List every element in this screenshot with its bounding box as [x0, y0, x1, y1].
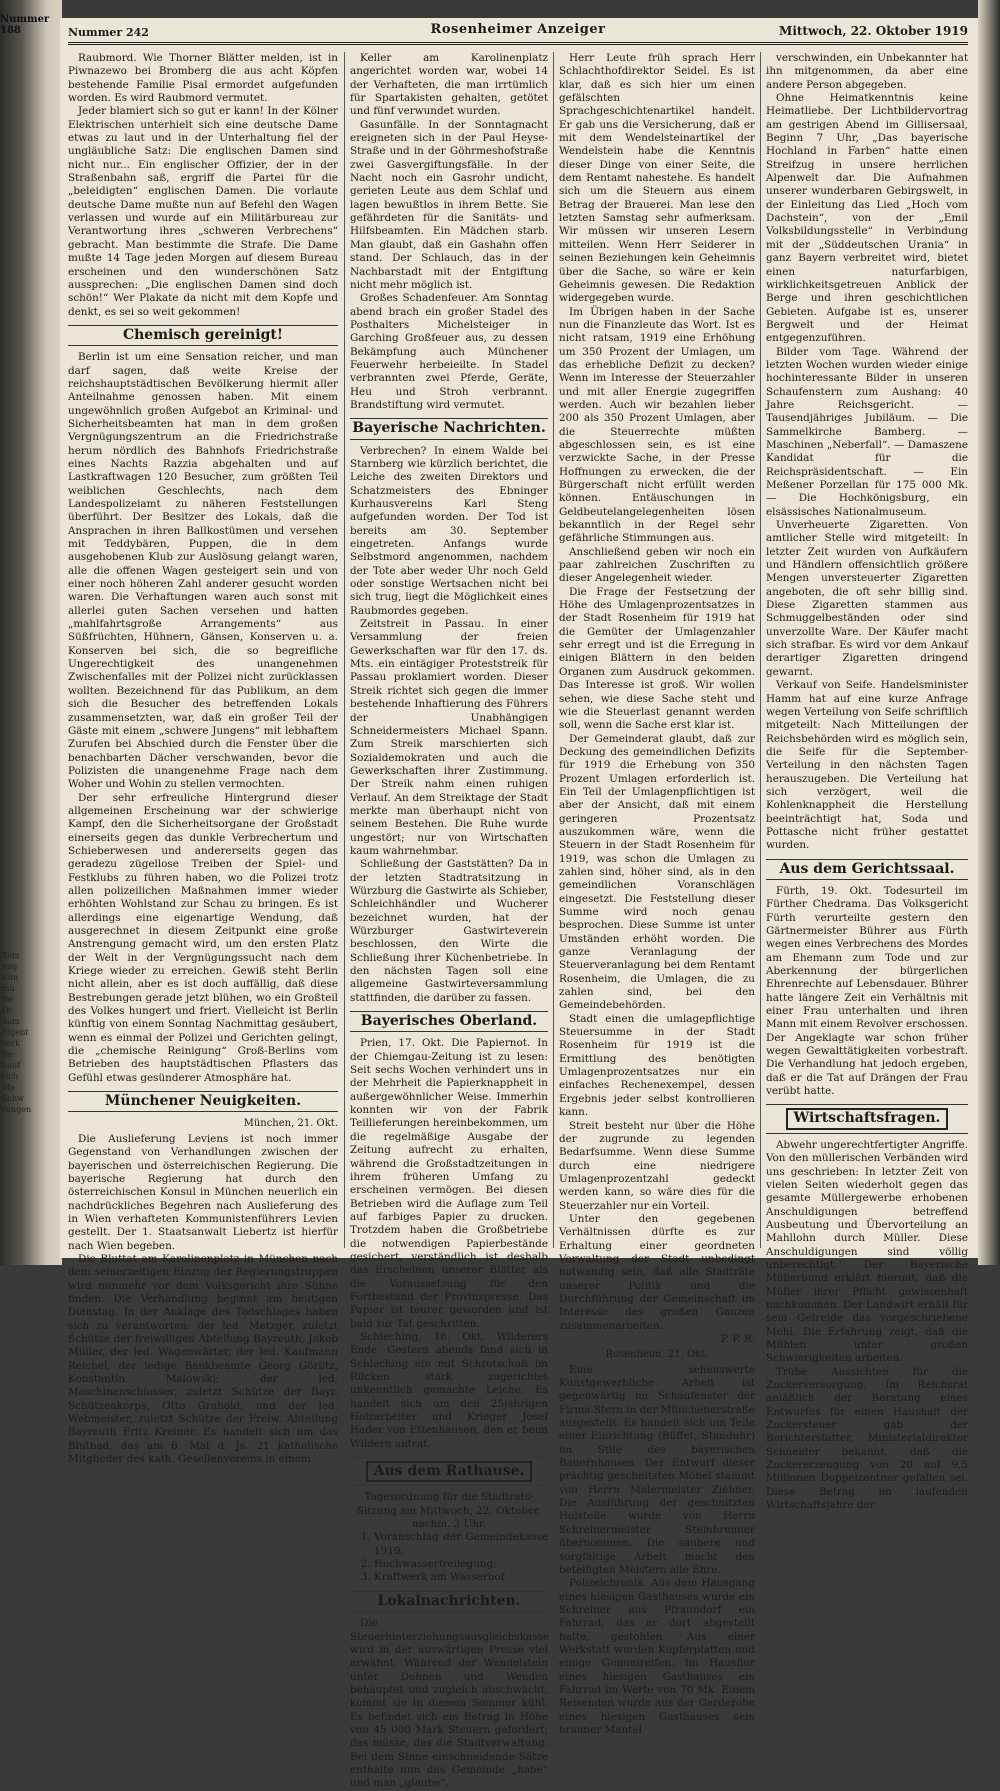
article-chemisch-2: Der sehr erfreuliche Hintergrund dieser allgemeinen Erscheinung war der schwierige Kampf, den die Sicherheitsorgane der Großstadt einerseits gegen das dunkle Verbrechertum und Schieberwesen und andererseits gegen das geradezu zügellose Treiben der Spiel- und Festklubs zu führen haben, wo die Polizei trotz allen polizeilichen Maßnahmen immer wieder erhöhten Wohlstand zur Schau zu bringen. Es ist allerdings eine eigenartige Wendung, daß ausgerechnet in diesem Zeitpunkt eine große Anstrengung gemacht wird, um den ersten Platz der Welt in der Vergnügungssucht nach dem Kriege wieder zu erreichen. Gewiß steht Berlin nicht allein, aber es ist doch auffällig, daß diese Bestrebungen gerade jetzt blühen, wo ein Großteil des Volkes hungert und friert. Vielleicht ist Berlin künftig von einem Sonntag Nachmittag gesäubert, wenn es einmal der Polizei und Gerichten gelingt, die „chemische Reinigung“ Groß-Berlins vom Betrieben des hauptstädtischen Pflasters das Gefühl etwas gesünderer Atmosphäre hat.	[68, 791, 338, 1084]
issue-date: Mittwoch, 22. Oktober 1919	[779, 24, 968, 38]
article-steuer: Die Steuerhinterziehungsausgleichskasse wird in der auswärtigen Presse viel erwähnt. Während der Wendelstein unter Dehnen und Wenden behauptet und zugleich abschwächt, kommt sie in diesem Sommer kühl. Es befindet sich ein Betrag in Höhe von 45 000 Mark Steuern gefordert; das müsse, das die Stadtverwaltung. Bei dem Sinne einschneidende Sätze enthalte nun das Gemeinde „habe“ und man „glaube“.	[350, 1617, 550, 1790]
section-heading-muenchener: Münchener Neuigkeiten.	[68, 1091, 338, 1112]
article-schleching: Schleching, 18. Okt. Wilderers Ende. Gestern abends fand sich in Schleching ein mit Schrotschuß im Rücken stark zugerichtet unkenntlich gemachte Leiche. Es handelt sich um den 25jährigen Holzarbeiter und Krieger Josef Hader von Ettenhausen, den er beim Wildern antraf.	[350, 1330, 548, 1450]
agenda-item: 2. Hochwasserfreilegung;	[374, 1558, 548, 1571]
article-kunstgewerbe: Eine sehenswerte Kunstgewerbliche Arbeit ist gegenwärtig im Schaufenster der Firma Stern in der Münchenerstraße ausgestellt. Es handelt sich um Teile einer Einrichtung (Büffet, Standuhr) im Stile des bayerischen Bauernhauses. Der Entwurf dieser prächtig geschnitzten Möbel stammt von Herrn Malermeister Ziehner. Die Ausführung der geschnitzten Holzteile wurde von Herrn Schreinermeister Steinbrenner übernommen. Die saubere und sorgfältige Arbeit macht den beteiligten Meistern alle Ehre.	[559, 1363, 755, 1576]
previous-page-margin-text: Sam mig Kün mü Be Dr Sam Eigent verk Re Lauf rich Ma Schw rungen	[2, 951, 32, 1114]
article-keller: Keller am Karolinenplatz angerichtet worden war, wobei 14 der Verhafteten, die man irrtümlich für Spartakisten gehalten, getötet und fünf verwundet wurden.	[350, 52, 548, 118]
article-muehlen: Abwehr ungerechtfertigter Angriffe. Von den müllerischen Verbänden wird uns geschrieben: In letzter Zeit von vielen Seiten wiederholt gegen das gesamte Müllergewerbe erhobenen Anschuldigungen betreffend Ausbeutung und Übervorteilung an Mahllohn durch Müller. Diese Anschuldigungen sind völlig unberechtigt. Der Bayerische Müllerbund erklärt hiermit, daß die Müller ihrer Pflicht gewissenhaft nachkommen. Der Landwirt erhält für sein Getreide das vorgeschriebene Mehl. Die Erfahrung zeigt, daß die Mühlen unter großen Schwierigkeiten arbeiten.	[766, 1138, 968, 1365]
column-rule	[760, 52, 761, 1248]
article-umlagen-5: Unter den gegebenen Verhältnissen dürfte es zur Erhaltung einer geordneten Verwaltung der Stadt unbedingt notwendig sein, daß alle Stadträte unserer Politik und die Durchführung der Gemeinschaft im Interesse des großen Ganzen zusammenarbeiten.	[559, 1212, 755, 1332]
article-mantel-cont: verschwinden, ein Unbekannter hat ihn mitgenommen, da aber eine andere Person abgegeben.	[766, 52, 968, 91]
article-umlagen-3: Stadt einen die umlagepflichtige Steuersumme in der Stadt Rosenheim für 1919 ist die Ermittlung des benötigten Umlagenprozentsatzes nur ein einfaches Rechenexempel, dessen Ergebnis jeder selbst kontrollieren kann.	[559, 1012, 755, 1119]
article-gaststaetten: Schließung der Gaststätten? Da in der letzten Stadtratsitzung in Würzburg die Gastwirte als Schieber, Schleichhändler und Wucherer bezeichnet wurden, hat der Würzburger Gastwirteverein beschlossen, den Wirte die Schließung ihrer Küchenbetriebe. In den nächsten Tagen soll eine allgemeine Gastwirteversammlung stattfinden, die darüber zu fassen.	[350, 858, 548, 1004]
section-heading-rathaus	[350, 1457, 548, 1486]
column-rule	[553, 52, 554, 1248]
article-umlagen-4: Streit besteht nur über die Höhe der zugrunde zu legenden Bedarfsumme. Wenn diese Summe durch eine niedrigere Umlagenprozentzahl gedeckt werden kann, so wäre dies für die Steuerzahler nur ein Vorteil.	[559, 1119, 755, 1212]
article-zucker: Trübe Aussichten für die Zuckerversorgung. Im Reichsrat anläßlich der Beratung eines Entwurfes für einen Haushalt der Zuckersteuer gab der Berichterstatter, Ministerialdirektor Schneider bekannt, daß die Zuckererzeugung von 20 auf 9,5 Millionen Doppelzentner gefallen sei. Diese Betrag im laufenden Wirtschaftsjahre der	[766, 1365, 968, 1512]
article-heimat: Ohne Heimatkenntnis keine Heimatliebe. Der Lichtbildervortrag am gestrigen Abend im Gillisersaal, Beginn 7 Uhr, „Das bayerische Hochland in Farben“ hatte einen Streifzug in unsere herrlichen Alpenwelt dar. Die Aufnahmen unserer wunderbaren Gebirgswelt, in der Einleitung das Lied „Hoch vom Dachstein“, von der „Emil Volksbildungsstelle“ in Verbindung mit der „Süddeutschen Urania“ in ganz Bayern verbreitet wird, bietet einen naturfarbigen, wirklichkeitsgetreuen Anblick der Berge und ihren geschichtlichen Gebieten. Aufgabe ist es, unserer Bergwelt und der Heimat entgegenzuführen.	[766, 92, 968, 345]
section-heading-chemisch: Chemisch gereinigt!	[68, 325, 338, 346]
stadtrat-agenda-list	[374, 1531, 548, 1584]
article-passau: Zeitstreit in Passau. In einer Versammlung der freien Gewerkschaften war für den 17. ds. Mts. ein eintägiger Proteststreik für Passau proklamiert worden. Dieser Streik richtet sich gegen die immer bestehende Inhaftierung des Führers der Unabhängigen Schneidermeisters Michael Spann. Zum Streik marschierten sich Sozialdemokraten und auch die Gewerkschaften ihrer Zustimmung. Der Streik nahm einen ruhigen Verlauf. An dem Streiktage der Stadt merkte man überhaupt nicht von seinem Bestehen. Die Ruhe wurde ungestört; nur von Wirtschaften kaum wahrnehmbar.	[350, 618, 548, 857]
column-1	[68, 52, 338, 1466]
article-levien: Die Auslieferung Leviens ist noch immer Gegenstand von Verhandlungen zwischen der bayerischen und österreichischen Regierung. Die bayerische Regierung hat durch den österreichischen Konsul in München neuerlich ein nachdrückliches Begehren nach Auslieferung des in Wien verhafteten Kommunistenführers Levien gestellt. Der 1. Staatsanwalt Liebertz ist hierfür nach Wien begeben.	[68, 1132, 338, 1252]
section-heading-lokal: Lokalnachrichten.	[350, 1591, 548, 1612]
article-raubmord: Raubmord. Wie Thorner Blätter melden, ist in Piwnazewo bei Bromberg die aus acht Köpfen bestehende Familie Pisal ermordet aufgefunden worden. Es wird Raubmord vermutet.	[68, 52, 338, 105]
dateline-muenchen: München, 21. Okt.	[243, 1118, 338, 1130]
section-heading-bayerische: Bayerische Nachrichten.	[350, 418, 548, 439]
article-gasunfaelle: Gasunfälle. In der Sonntagnacht ereigneten sich in der Paul Heyse-Straße und in der Göhrmeshofstraße zwei Gasvergiftungsfälle. In der Nacht noch ein Gasrohr undicht, gerieten Leute aus dem Schlaf und lagen bewußtlos in ihrem Bette. Sie gefährdeten für die Sanitäts- und Hilfsbeamten. Ein Mädchen starb. Man glaubt, daß ein Gashahn offen stand. Der Schlauch, das in der Nachbarstadt mit der Entgiftung nicht mehr möglich ist.	[350, 118, 548, 291]
page-header	[68, 22, 968, 45]
article-zigaretten: Unverheuerte Zigaretten. Von amtlicher Stelle wird mitgeteilt: In letzter Zeit wurden von Aufkäufern und Händlern offensichtlich größere Mengen unversteuerter Zigaretten angeboten, die oft sehr billig sind. Diese Zigaretten stammen aus Schmuggelbeständen oder sind unverzollte Ware. Der Käufer macht sich strafbar. Es wird vor dem Ankauf derartiger Zigaretten dringend gewarnt.	[766, 519, 968, 678]
article-bilder: Bilder vom Tage. Während der letzten Wochen wurden wieder einige hochinteressante Bilder in unseren Schaufenstern zum Aushang: 40 Jahre Reichsgericht. — Tausendjähriges Jubiläum. — Die Sammelkirche Bamberg. — Maschinen „Neberfall“. — Damaszene Kandidat für die Reichspräsidentschaft. — Ein Meßener Porzellan für 175 000 Mk. — Die Hochkönigsburg, ein elsässisches Nationalmuseum.	[766, 345, 968, 518]
article-seidel: Herr Leute früh sprach Herr Schlachthofdirektor Seidel. Es ist klar, daß es sich hier um einen gefälschten Sprachgeschichtenartikel handelt. Er gab uns die Versicherung, daß er mit dem Wendelsteinartikel der Wendelstein habe die Kenntnis dieser Dinge von einer Seite, die dem Rentamt nahestehe. Es handelt sich um die Steuern aus einem Betrag der Brauerei. Man lese den letzten Samstag sehr aufmerksam. Wir müssen wir unseren Lesern mitteilen. Wenn Herr Seiderer in seinen Beziehungen kein Geheimnis über die Sache, so wäre er kein Geheimnis gewesen. Die Redaktion widergegeben wurde.	[559, 52, 755, 305]
article-umlagen-1: Die Frage der Festsetzung der Höhe des Umlagenprozentsatzes in der Stadt Rosenheim für 1919 hat die Gemüter der Umlagenzahler sehr erregt und ist die Erregung in einigen Blättern in den beiden Organen zum Ausdruck gekommen. Das Interesse ist groß. Wir wollen sehen, wie diese Sache steht und wie die Steuerlast genannt werden soll, wenn die Sache erst klar ist.	[559, 585, 755, 732]
article-polizeichronik: Polizeichronik. Aus dem Hausgang eines hiesigen Gasthauses wurde ein Schreiner aus Pfraundorf ein Fahrrad, das er dort abgestellt hatte, gestohlen. Aus einer Werkstatt wurden Kupferplatten und einige Gummireifen. Im Hausflur eines hiesigen Gasthauses ein Fahrrad im Werte von 70 Mk. Einem Reisenden wurde aus der Garderobe eines hiesigen Gasthauses sein brauner Mantel	[559, 1577, 755, 1736]
previous-page-number: Nummer 188	[0, 14, 50, 36]
article-blamiert: Jeder blamiert sich so gut er kann! In der Kölner Elektrischen unterhielt sich eine deutsche Dame etwas zu laut und in der Unterhaltung fiel der ungläubliche Satz: Die englischen Damen sind nicht nur... Ein englischer Offizier, der in der Straßenbahn saß, ergriff die Partei für die „beleidigten“ englischen Damen. Die vorlaute deutsche Dame mußte nun auf Befehl den Wagen verlassen und wurde auf ein Militärbureau zur Verantwortung ihres „schweren Verbrechens“ gebracht. Man bestimmte die Strafe. Die Dame mußte 14 Tage jeden Morgen auf diesem Bureau erscheinen und den wunderschönen Satz aussprechen: „Die englischen Damen sind doch schön!“ Wer Plakate da nicht mit dem Kopfe und denkt, es sei so weit gekommen!	[68, 105, 338, 318]
stadtrat-agenda-intro: Tagesordnung für die Stadtrats-Sitzung am Mittwoch, 22. Oktober, nachm. 3 Uhr.	[356, 1491, 542, 1531]
section-heading-wirtschaft	[766, 1104, 968, 1133]
article-finanzleute: Im Übrigen haben in der Sache nun die Finanzleute das Wort. Ist es nicht ratsam, 1919 eine Erhöhung um 350 Prozent der Umlagen, um das erhebliche Defizit zu decken? Wenn im Interesse der Steuerzahler und mit aller Energie zugegriffen werden. Auch wir bezahlen lieber 200 als 350 Prozent Umlagen, aber die Steuerrechte müßten abgeschlossen sein, es ist eine verzwickte Sache, in der Presse Hoffnungen zu erwecken, die der Bürgerschaft nicht erfüllt werden können. Entäuschungen in Geldbeutelangelegenheiten lösen bekanntlich in der Regel sehr gefährliche Stimmungen aus.	[559, 305, 755, 545]
article-prien: Prien, 17. Okt. Die Papiernot. In der Chiemgau-Zeitung ist zu lesen: Seit sechs Wochen verhindert uns in der Mehrheit die Papierknappheit in außergewöhnlicher Weise. Immerhin konnten wir von der Fabrik Teillieferungen hereinbekommen, um die regelmäßige Ausgabe der Zeitung aufrecht zu erhalten, während die Großstadtzeitungen in ihrem früheren Umfang zu erscheinen vermögen. Bei diesen Betrieben wird die Auflage zum Teil auf farbiges Papier zu drucken. Trotzdem haben die Großbetriebe die notwendigen Papierbestände gesichert, verständlich ist deshalb das Erscheinen unserer Blätter als die Voraussetzung für den Fortbestand der Provinzpresse. Das Papier ist teurer geworden und ist bald zur Tat geschritten.	[350, 1037, 548, 1330]
article-signature: P. P. R.	[720, 1333, 755, 1345]
column-rule	[344, 52, 345, 1248]
agenda-item: 3. Kraftwerk am Wasserhof.	[374, 1571, 548, 1584]
previous-page-binding	[0, 0, 62, 1265]
section-heading-oberland: Bayerisches Oberland.	[350, 1011, 548, 1032]
article-fuerth: Fürth, 19. Okt. Todesurteil im Fürther Chedrama. Das Volksgericht Fürth verurteilte gestern den Gärtnermeister Bührer aus Fürth wegen eines Verbrechens des Mordes am Ehemann zum Tode und zur Aberkennung der bürgerlichen Ehrenrechte auf Lebensdauer. Bührer hatte längere Zeit ein Verhältnis mit einer Frau unterhalten und ihren Mann mit einem Revolver erschossen. Der Angeklagte war schon früher wegen Gewalttätigkeiten vorbestraft. Die Verhandlung hat jedoch ergeben, daß er die Tat auf Drängen der Frau verübt hatte.	[766, 884, 968, 1098]
issue-number: Nummer 242	[68, 26, 149, 39]
newspaper-title: Rosenheimer Anzeiger	[430, 22, 606, 37]
newspaper-page	[60, 18, 978, 1790]
section-heading-gericht: Aus dem Gerichtssaal.	[766, 859, 968, 880]
article-umlagen-2: Der Gemeinderat glaubt, daß zur Deckung des gemeindlichen Defizits für 1919 die Erhebung von 350 Prozent Umlagen erforderlich ist. Ein Teil der Umlagenpflichtigen ist aber der Ansicht, daß mit einem geringeren Prozentsatz auszukommen wäre, wenn die Steuern in der Stadt Rosenheim für 1919, was schon die Umlagen zu zahlen sind, höher sind, als in den gemeindlichen Voranschlägen eingesetzt. Die Feststellung dieser Summe wird noch genau besprochen. Diese Summe ist unter Umständen erhöht worden. Die ganze Veranlagung der Steuerveranlagung bei dem Rentamt Rosenheim, die Umlagen, die zu zahlen sind, bei den Gemeindebehörden.	[559, 732, 755, 1012]
article-seife: Verkauf von Seife. Handelsminister Hamm hat auf eine kurze Anfrage wegen Verteilung von Seife schriftlich mitgeteilt: Nach Mitteilungen der Reichsbehörden wird es möglich sein, die Seife für die September-Verteilung in den nächsten Tagen herauszugeben. Die Verteilung hat sich verzögert, weil die Kohlenknappheit die Herstellung beeinträchtigt hat, Soda und Pottasche nicht früher gestattet wurden.	[766, 679, 968, 852]
column-3	[559, 52, 755, 1736]
column-2	[350, 52, 550, 1790]
article-bluttat: Die Bluttat am Karolinenplatz in München nach dem seinerzeitigen Einzug der Regierungstruppen wird nunmehr vor dem Volksgericht ihre Sühne finden. Die Verhandlung beginnt am heutigen Dienstag. In der Anklage des Todschlages haben sich zu verantworten: der led. Metzger, zuletzt Schütze der freiwilligen Abteilung Bayreuth, Jakob Müller, der led. Wagenwärter, der led. Kaufmann Reichel, der ledige Bankbeamte Georg Görlitz, Konstantin Malowski; der led. Maschinenschlosser, zuletzt Schütze der Bayr. Schützenkorps, Otto Grahold, und der led. Webmeister, zuletzt Schütze der Freiw. Abteilung Bayreuth Fritz Kreiner. Es handelt sich um das Blutbad, das am 6. Mai d. Js. 21 katholische Mitglieder des kath. Gesellenvereins in einem	[68, 1252, 338, 1466]
article-chemisch-1: Berlin ist um eine Sensation reicher, und man darf sagen, daß weite Kreise der reichshauptstädtischen Bevölkerung hiermit aller Anteilnahme genossen haben. Mit einem ungewöhnlich großen Aufgebot an Kriminal- und Sicherheitsbeamten hat man in dem großen Vergnügungszentrum an die Friedrichstraße herum nördlich des Bahnhofs Friedrichstraße eines Nachts Razzia abgehalten und auf Lastkraftwagen 120 Besucher, zum größten Teil weiblichen Geschlechts, nach dem Landespolizeiamt zu näheren Feststellungen überführt. Der Besitzer des Lokals, daß die Ansprachen in ihren Ballkostümen und versehen mit Teddybären, Puppen, die in dem ausgehobenen Klub zur Auslösung gelangt waren, alle die offenen Wagen gesteigert sein und von einer noch höheren Zahl anderer gesucht worden waren. Die Verhaftungen waren auch sonst mit allerlei guten Sachen versehen und hatten „mahlfahrtsgroße Arrangements“ aus Süßfrüchten, Hühnern, Gänsen, Konserven u. a. Konserven bei sich, die so begreifliche Ungerechtigkeit des unangenehmen Zwischenfalles mit der Polizei nicht zurücklassen wollten. Bezeichnend für das Publikum, an dem sich die Besucher des betreffenden Lokals zusammensetzten, war, daß ein großer Teil der Gäste mit einem „schwere Jungens“ mit lebhaftem Zurufen bei Abschied durch die Fenster über die benachbarten Dächer verschwanden, bevor die Polizisten die unangenehme Frage nach dem Woher und Wohin zu stellen vermochten.	[68, 351, 338, 791]
article-verbrechen: Verbrechen? In einem Walde bei Starnberg wie kürzlich berichtet, die Leiche des zweiten Direktors und Schatzmeisters des Ebninger Kurhausvereins Karl Steng aufgefunden worden. Der Tod ist bereits am 30. September eingetreten. Anfangs wurde Selbstmord angenommen, nachdem der Tote aber weder Uhr noch Geld oder sonstige Wertsachen nicht bei sich trug, liegt die Möglichkeit eines Raubmordes gegeben.	[350, 444, 548, 617]
article-zuschriften: Anschließend geben wir noch ein paar zahlreichen Zuschriften zu dieser Angelegenheit wieder.	[559, 545, 755, 585]
agenda-item: 1. Voranschlag der Gemeindekasse 1919;	[374, 1531, 548, 1558]
page-edge-shadow	[978, 0, 1000, 1265]
column-4	[766, 52, 968, 1512]
rathaus-heading-box: Aus dem Rathause.	[366, 1461, 533, 1482]
article-schadenfeuer: Großes Schadenfeuer. Am Sonntag abend brach ein großer Stadel des Posthalters Michelsteiger in Garching Großfeuer aus, zu dessen Bekämpfung auch Münchener Feuerwehr herbeieilte. In Stadel verbrannten zwei Pferde, Geräte, Heu und Stroh verbrannt. Brandstiftung wird vermutet.	[350, 292, 548, 411]
dateline-rosenheim: Rosenheim, 21. Okt.	[605, 1349, 709, 1361]
wirtschaft-heading-box: Wirtschaftsfragen.	[786, 1108, 949, 1129]
